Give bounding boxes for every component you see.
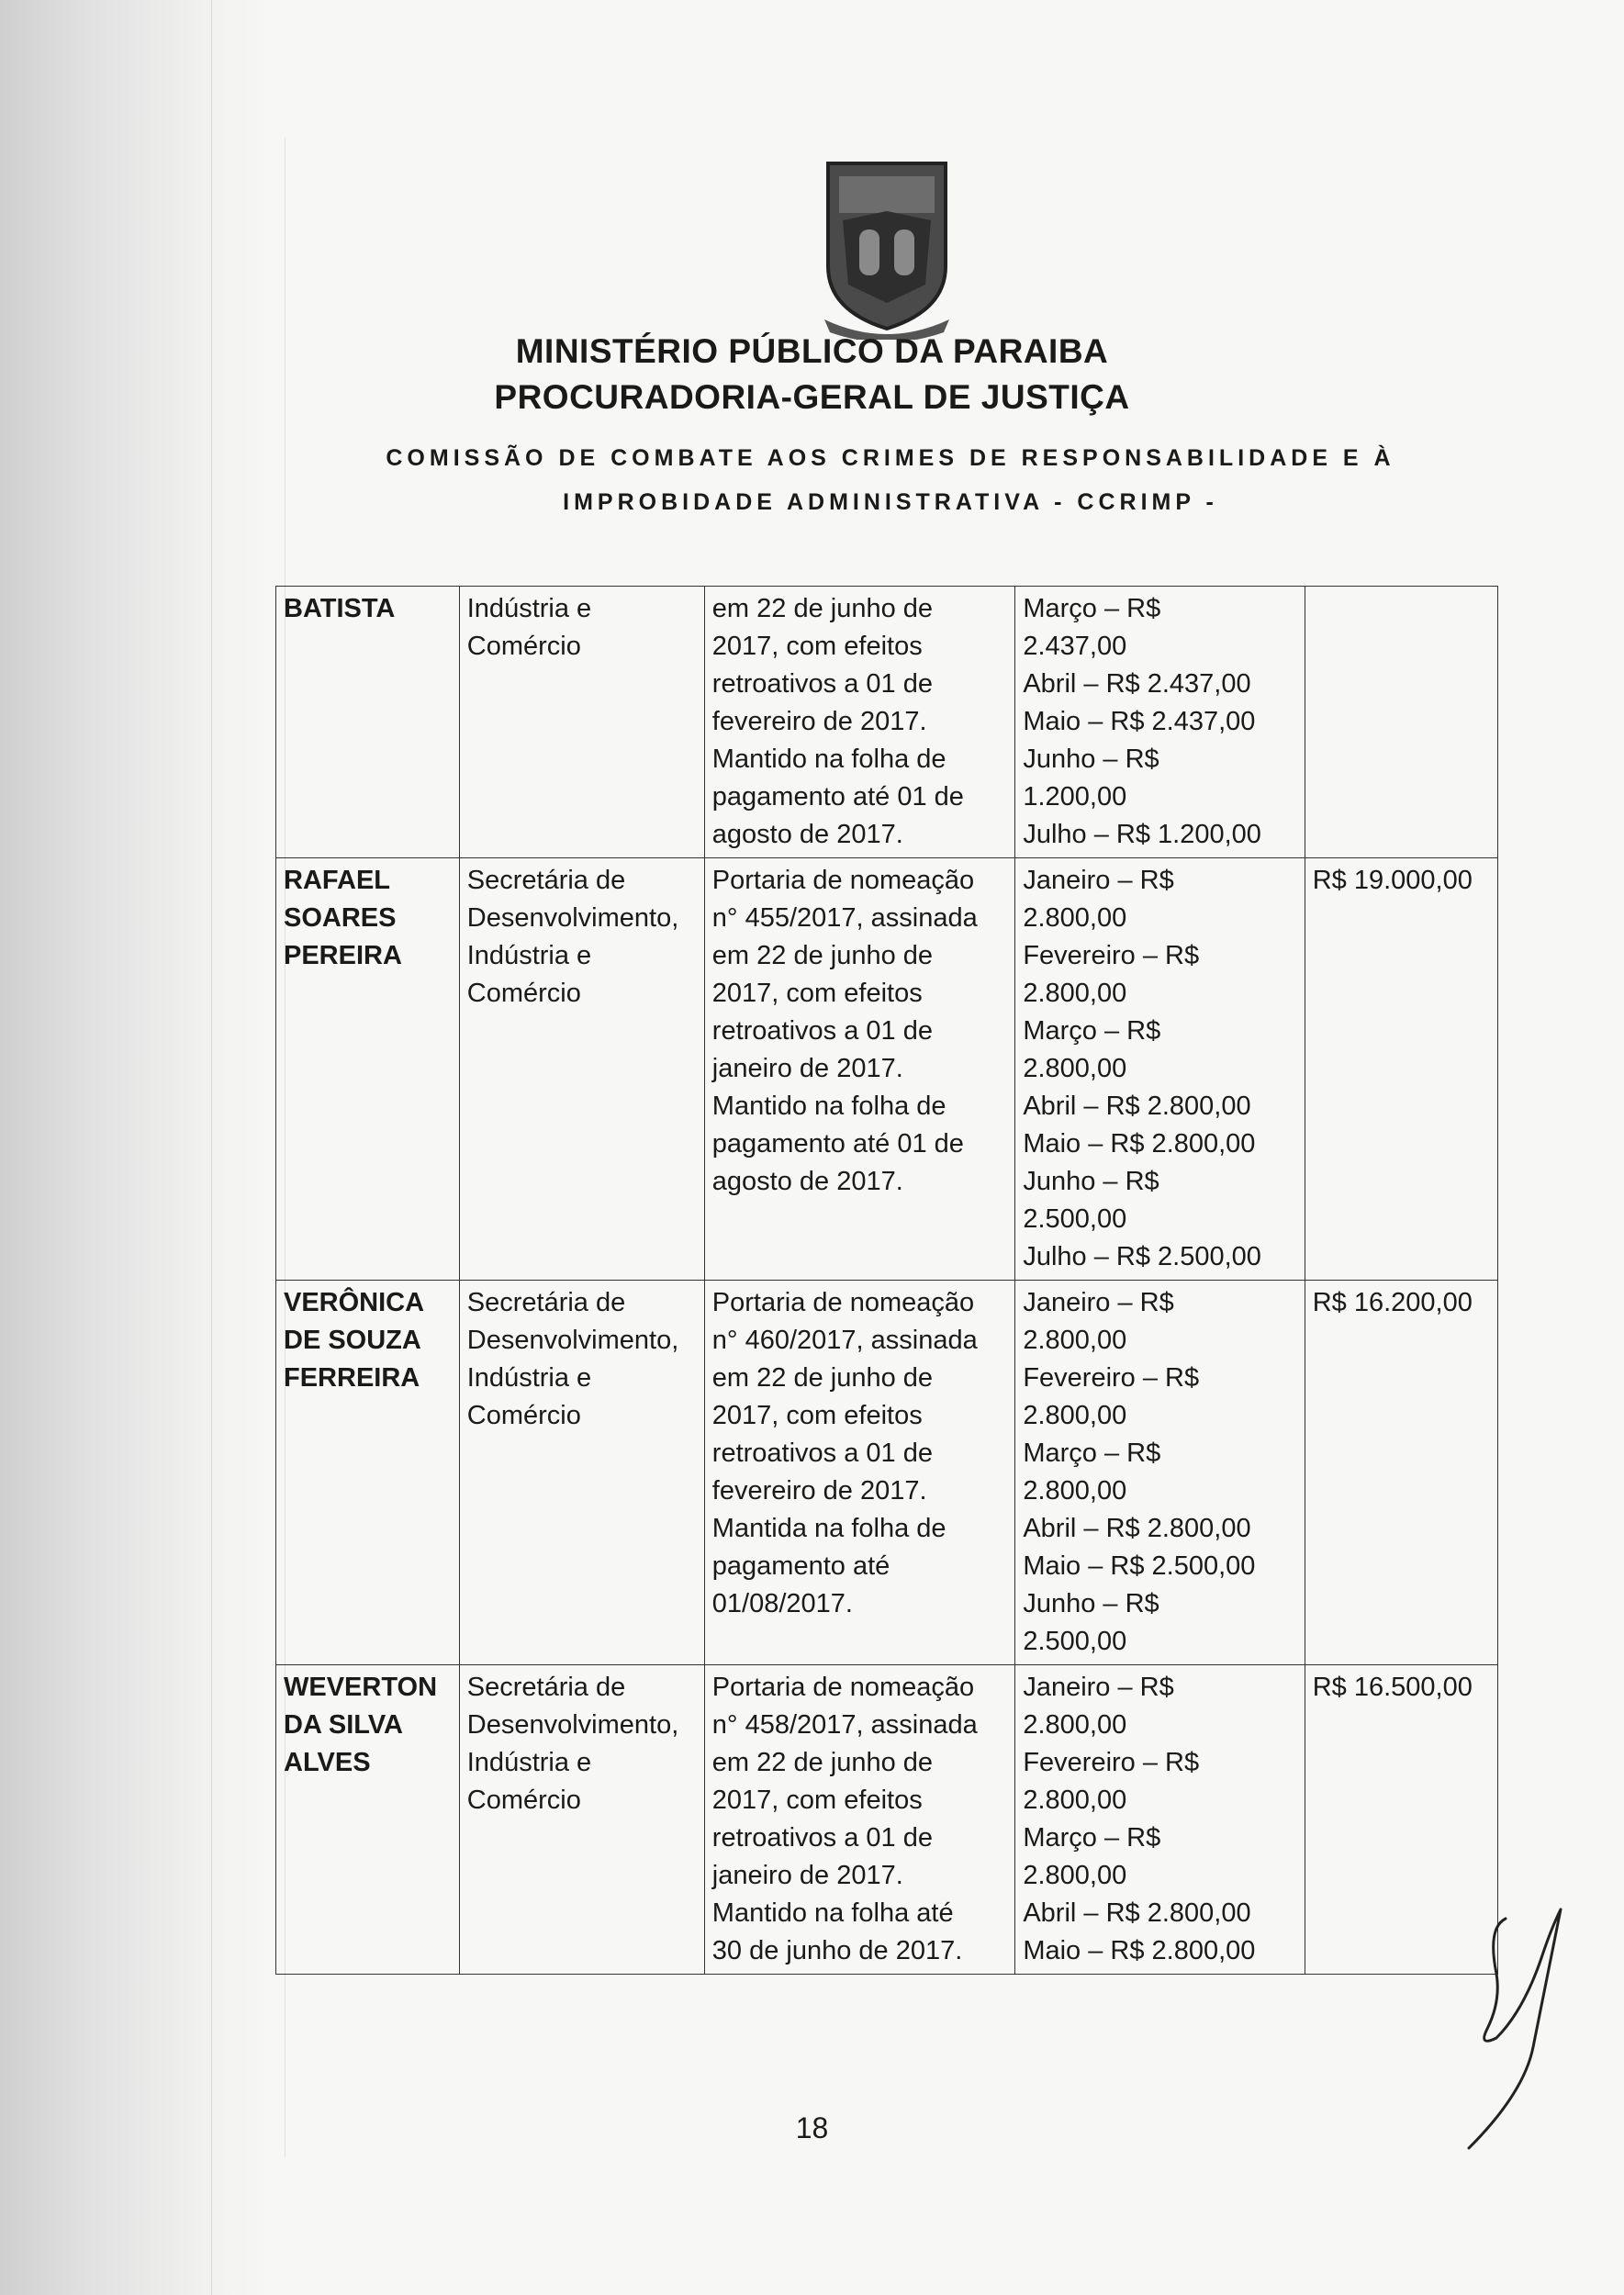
portaria-line: retroativos a 01 de xyxy=(711,1439,933,1468)
meses-line: 2.800,00 xyxy=(1023,1054,1127,1083)
secretaria-line: Secretária de xyxy=(466,1288,626,1317)
table-row xyxy=(276,858,1498,1281)
beneficiary-name: RAFAEL SOARES PEREIRA xyxy=(284,866,402,970)
secretaria-line: Secretária de xyxy=(466,866,626,895)
portaria-cell xyxy=(704,858,1015,1281)
meses-line: Abril – R$ 2.800,00 xyxy=(1023,1092,1251,1121)
portaria-line: 2017, com efeitos xyxy=(711,632,923,661)
beneficiary-name-cell xyxy=(276,587,460,858)
secretaria-cell xyxy=(459,858,704,1281)
portaria-line: Mantida na folha de xyxy=(711,1514,946,1543)
portaria-line: retroativos a 01 de xyxy=(711,669,933,699)
portaria-line: 30 de junho de 2017. xyxy=(711,1936,963,1965)
portaria-line: janeiro de 2017. xyxy=(711,1861,903,1890)
meses-line: 2.800,00 xyxy=(1023,979,1127,1008)
monthly-values-cell xyxy=(1015,587,1305,858)
meses-line: 2.800,00 xyxy=(1023,1861,1127,1890)
total-cell xyxy=(1305,587,1497,858)
meses-line: Junho – R$ xyxy=(1023,1167,1159,1196)
portaria-line: pagamento até xyxy=(711,1551,890,1581)
total-value: R$ 16.200,00 xyxy=(1312,1288,1473,1317)
meses-line: Maio – R$ 2.500,00 xyxy=(1023,1551,1256,1581)
portaria-line: n° 460/2017, assinada xyxy=(711,1326,978,1355)
secretaria-line: Desenvolvimento, xyxy=(466,1710,679,1740)
portaria-line: fevereiro de 2017. xyxy=(711,1476,927,1506)
meses-line: Julho – R$ 1.200,00 xyxy=(1023,820,1261,849)
meses-line: 2.800,00 xyxy=(1023,1326,1127,1355)
beneficiary-name: VERÔNICA DE SOUZA FERREIRA xyxy=(284,1288,423,1393)
meses-line: Abril – R$ 2.437,00 xyxy=(1023,669,1251,699)
portaria-line: Mantido na folha até xyxy=(711,1898,954,1928)
table-row xyxy=(276,1281,1498,1665)
meses-line: Março – R$ xyxy=(1023,594,1161,623)
portaria-line: agosto de 2017. xyxy=(711,1167,903,1196)
meses-line: Maio – R$ 2.800,00 xyxy=(1023,1129,1256,1159)
beneficiary-name: WEVERTON DA SILVA ALVES xyxy=(284,1673,438,1777)
meses-line: Fevereiro – R$ xyxy=(1023,1748,1200,1777)
portaria-line: pagamento até 01 de xyxy=(711,782,964,812)
meses-line: Janeiro – R$ xyxy=(1023,866,1174,895)
meses-line: 2.500,00 xyxy=(1023,1204,1127,1234)
beneficiary-name-cell xyxy=(276,1281,460,1665)
portaria-line: pagamento até 01 de xyxy=(711,1129,964,1159)
portaria-cell xyxy=(704,1281,1015,1665)
meses-line: 1.200,00 xyxy=(1023,782,1127,812)
portaria-line: em 22 de junho de xyxy=(711,594,934,623)
total-value: R$ 16.500,00 xyxy=(1312,1673,1473,1702)
meses-line: Junho – R$ xyxy=(1023,744,1159,774)
monthly-values-cell xyxy=(1015,1665,1305,1975)
secretaria-cell xyxy=(459,1281,704,1665)
portaria-line: Portaria de nomeação xyxy=(711,866,975,895)
meses-line: 2.500,00 xyxy=(1023,1627,1127,1656)
secretaria-line: Desenvolvimento, xyxy=(466,1326,679,1355)
portaria-line: 2017, com efeitos xyxy=(711,979,923,1008)
payments-table xyxy=(275,586,1498,1975)
secretaria-line: Indústria e xyxy=(466,1363,592,1393)
beneficiary-name-cell xyxy=(276,1665,460,1975)
page-number: 18 xyxy=(795,2111,829,2144)
total-value: R$ 19.000,00 xyxy=(1312,866,1473,895)
meses-line: Julho – R$ 2.500,00 xyxy=(1023,1242,1261,1271)
portaria-line: n° 458/2017, assinada xyxy=(711,1710,978,1740)
portaria-cell xyxy=(704,1665,1015,1975)
portaria-line: 2017, com efeitos xyxy=(711,1786,923,1815)
table-row xyxy=(276,1665,1498,1975)
meses-line: 2.800,00 xyxy=(1023,1786,1127,1815)
meses-line: Junho – R$ xyxy=(1023,1589,1159,1618)
header-procuradoria: PROCURADORIA-GERAL DE JUSTIÇA xyxy=(494,378,1130,416)
meses-line: Fevereiro – R$ xyxy=(1023,941,1200,970)
meses-line: Janeiro – R$ xyxy=(1023,1288,1174,1317)
portaria-line: em 22 de junho de xyxy=(711,1363,934,1393)
meses-line: 2.800,00 xyxy=(1023,1710,1127,1740)
handwritten-signature xyxy=(1432,1891,1588,2157)
portaria-line: n° 455/2017, assinada xyxy=(711,903,978,933)
total-cell xyxy=(1305,1281,1497,1665)
portaria-line: retroativos a 01 de xyxy=(711,1823,933,1853)
meses-line: 2.800,00 xyxy=(1023,1476,1127,1506)
portaria-line: Mantido na folha de xyxy=(711,744,946,774)
portaria-line: em 22 de junho de xyxy=(711,1748,934,1777)
secretaria-line: Comércio xyxy=(466,1401,581,1430)
meses-line: Março – R$ xyxy=(1023,1439,1161,1468)
secretaria-line: Indústria e xyxy=(466,941,592,970)
secretaria-cell xyxy=(459,587,704,858)
meses-line: Abril – R$ 2.800,00 xyxy=(1023,1514,1251,1543)
portaria-line: Portaria de nomeação xyxy=(711,1673,975,1702)
beneficiary-name: BATISTA xyxy=(284,594,396,623)
meses-line: 2.800,00 xyxy=(1023,1401,1127,1430)
portaria-line: agosto de 2017. xyxy=(711,820,903,849)
portaria-line: Portaria de nomeação xyxy=(711,1288,975,1317)
secretaria-line: Indústria e xyxy=(466,594,592,623)
monthly-values-cell xyxy=(1015,1281,1305,1665)
portaria-line: fevereiro de 2017. xyxy=(711,707,927,736)
beneficiary-name-cell xyxy=(276,858,460,1281)
meses-line: Março – R$ xyxy=(1023,1016,1161,1046)
secretaria-line: Comércio xyxy=(466,632,581,661)
secretaria-line: Indústria e xyxy=(466,1748,592,1777)
portaria-line: 2017, com efeitos xyxy=(711,1401,923,1430)
meses-line: Março – R$ xyxy=(1023,1823,1161,1853)
meses-line: 2.437,00 xyxy=(1023,632,1127,661)
secretaria-line: Comércio xyxy=(466,1786,581,1815)
secretaria-line: Secretária de xyxy=(466,1673,626,1702)
monthly-values-cell xyxy=(1015,858,1305,1281)
portaria-cell xyxy=(704,587,1015,858)
portaria-line: em 22 de junho de xyxy=(711,941,934,970)
table-row xyxy=(276,587,1498,858)
portaria-line: janeiro de 2017. xyxy=(711,1054,903,1083)
meses-line: Fevereiro – R$ xyxy=(1023,1363,1200,1393)
portaria-line: 01/08/2017. xyxy=(711,1589,853,1618)
header-comissao: COMISSÃO DE COMBATE AOS CRIMES DE RESPONSABILIDADE E À IMPROBIDADE ADMINISTRATIVA - CCRIMP - xyxy=(386,445,1395,515)
meses-line: Abril – R$ 2.800,00 xyxy=(1023,1898,1251,1928)
header-ministerio: MINISTÉRIO PÚBLICO DA PARAIBA xyxy=(515,332,1109,370)
coat-of-arms-emblem xyxy=(815,156,958,340)
meses-line: Maio – R$ 2.437,00 xyxy=(1023,707,1256,736)
meses-line: Janeiro – R$ xyxy=(1023,1673,1174,1702)
secretaria-line: Desenvolvimento, xyxy=(466,903,679,933)
portaria-line: Mantido na folha de xyxy=(711,1092,946,1121)
meses-line: Maio – R$ 2.800,00 xyxy=(1023,1936,1256,1965)
secretaria-cell xyxy=(459,1665,704,1975)
total-cell xyxy=(1305,858,1497,1281)
secretaria-line: Comércio xyxy=(466,979,581,1008)
portaria-line: retroativos a 01 de xyxy=(711,1016,933,1046)
meses-line: 2.800,00 xyxy=(1023,903,1127,933)
